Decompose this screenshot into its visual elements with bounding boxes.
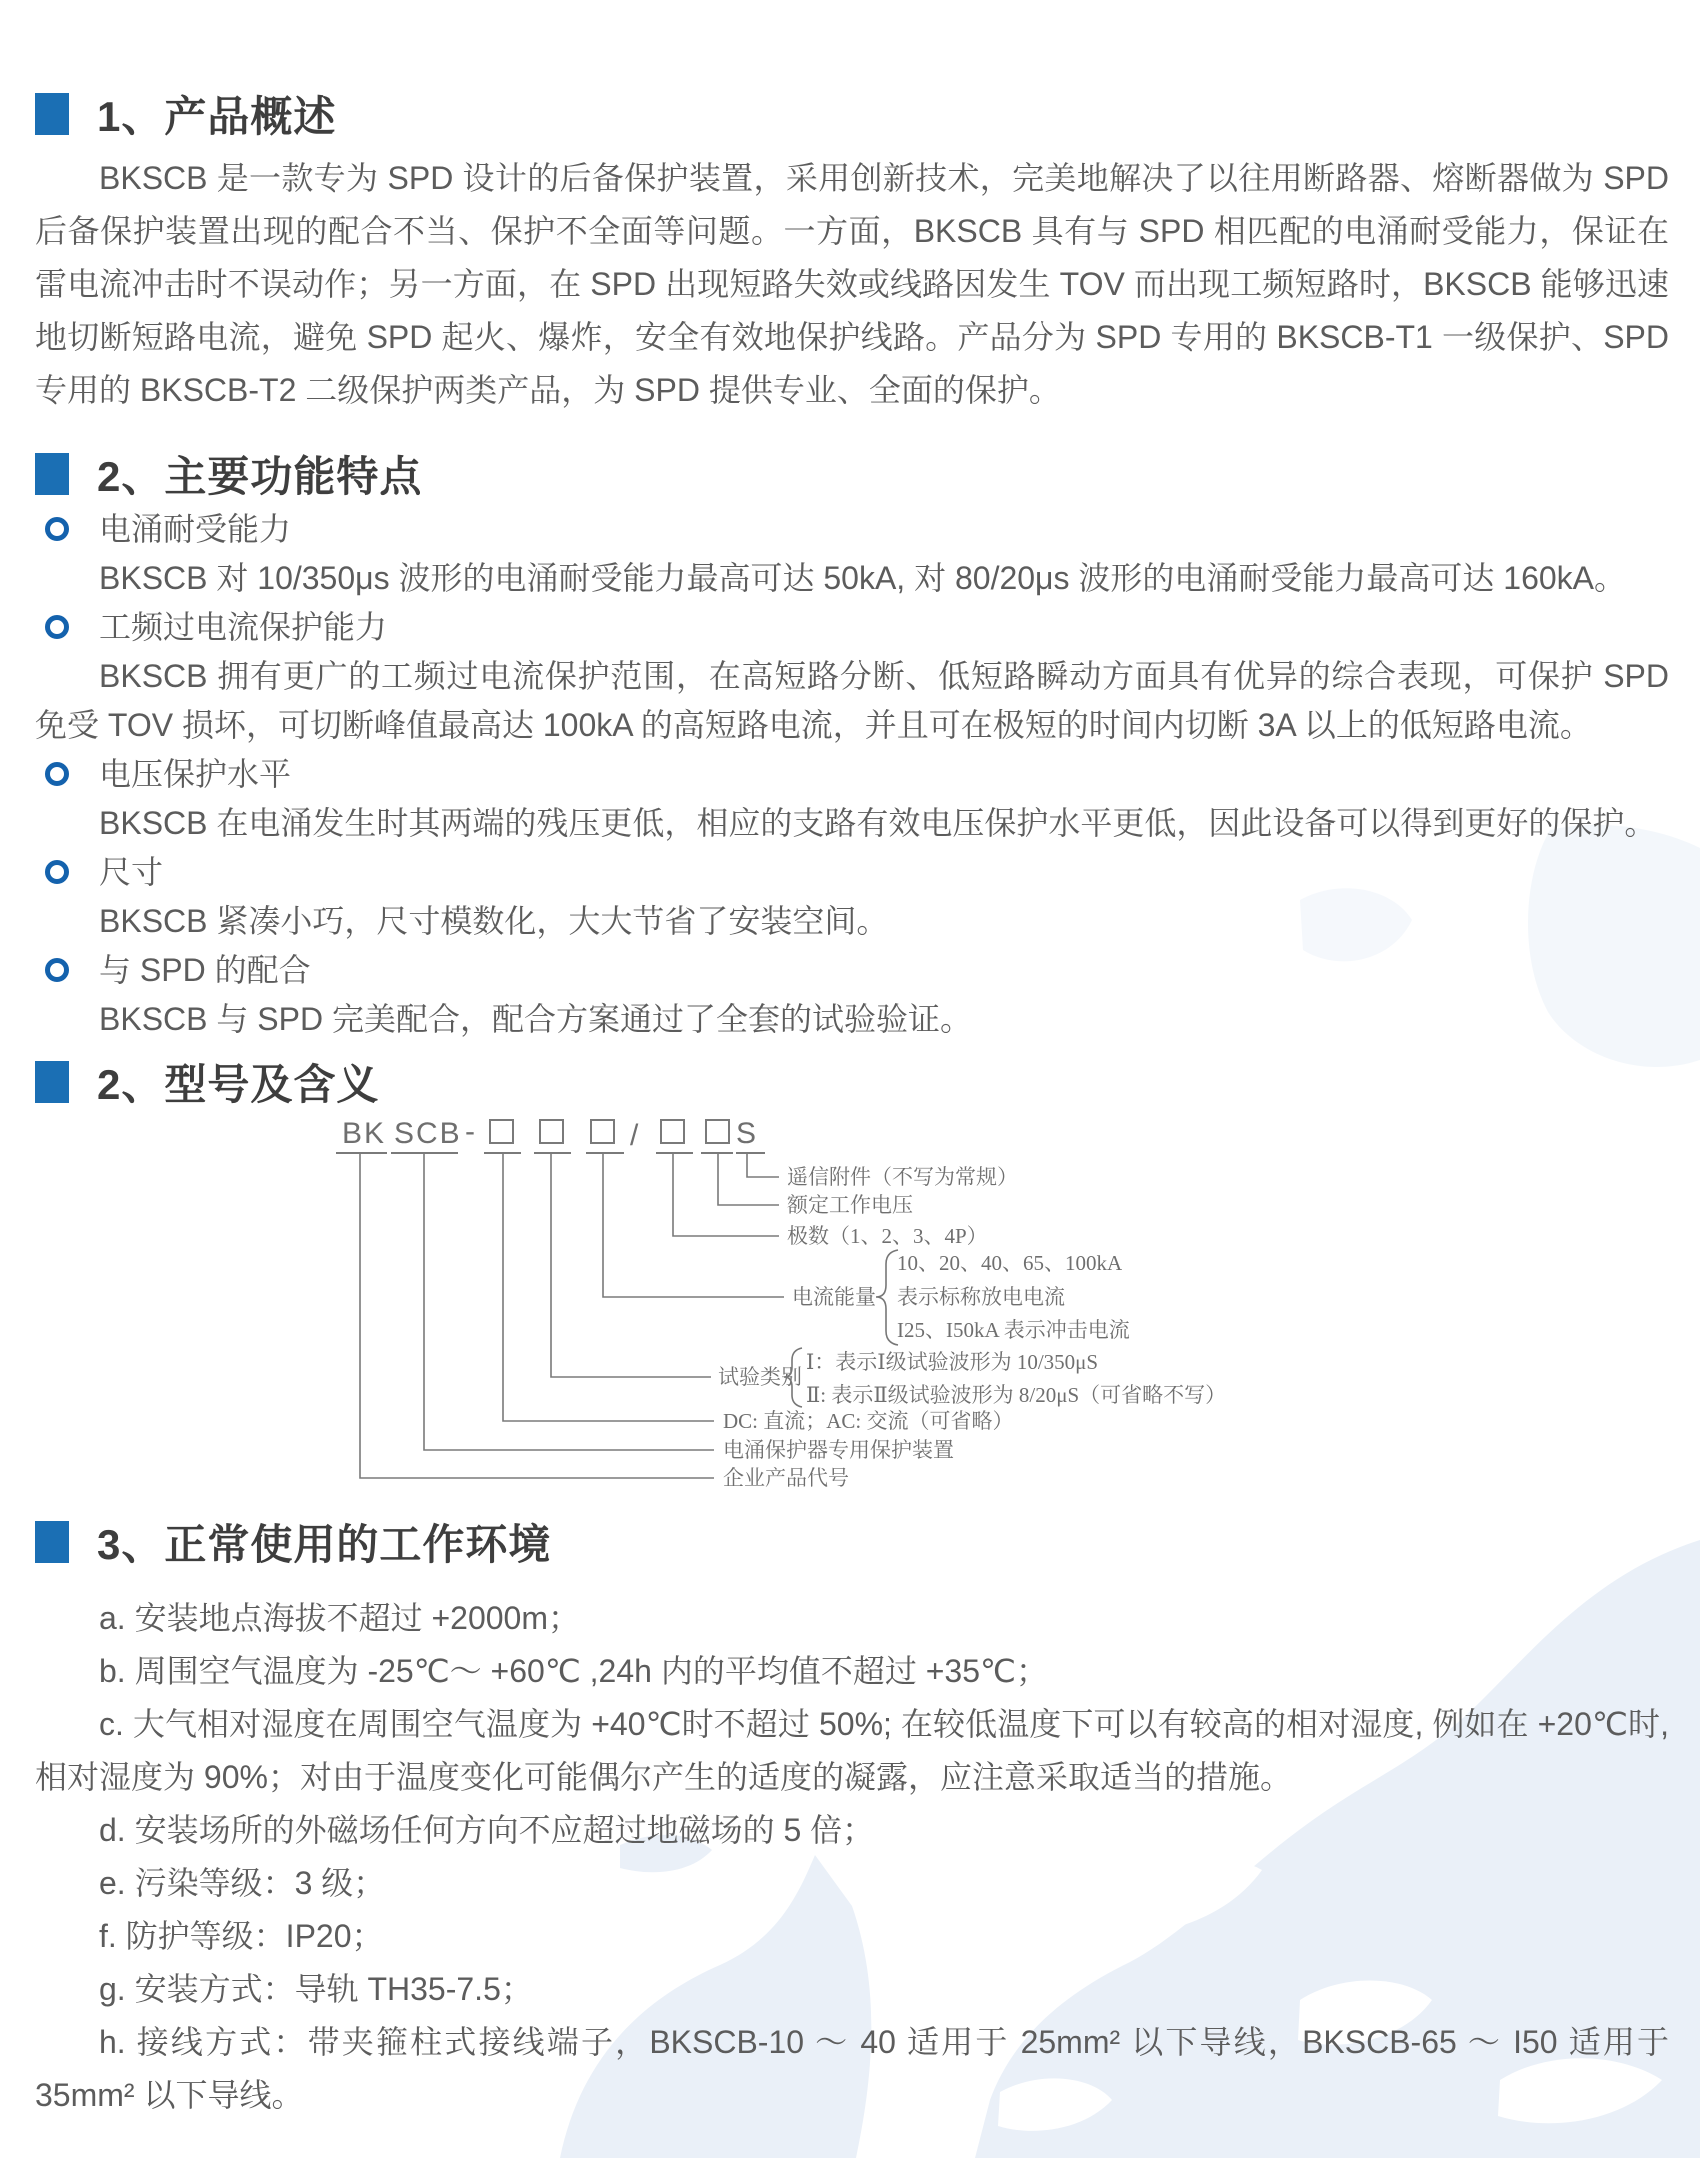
- feature-body: BKSCB 与 SPD 完美配合，配合方案通过了全套的试验验证。: [99, 1001, 972, 1037]
- section-heading-overview: [35, 84, 336, 144]
- brace-line: I25、I50kA 表示冲击电流: [897, 1318, 1130, 1342]
- feature-item: [35, 505, 1669, 603]
- connector-lines: [360, 1153, 784, 1478]
- feature-list: [35, 505, 1669, 1044]
- bullet-circle-icon: [45, 762, 69, 786]
- feature-item: [35, 603, 1669, 750]
- heading-title: 2、主要功能特点: [97, 453, 423, 500]
- brace-line: 10、20、40、65、100kA: [897, 1251, 1123, 1275]
- feature-item: [35, 946, 1669, 1044]
- feature-title: 尺寸: [99, 854, 164, 890]
- heading-title: 2、型号及含义: [97, 1061, 380, 1108]
- feature-body: BKSCB 拥有更广的工频过电流保护范围，在高短路分断、低短路瞬动方面具有优异的综合表现，可保护 SPD 免受 TOV 损坏，可切断峰值最高达 100kA 的高短路电流，并且可在极短的时间内切断 3A 以上的低短路电流。: [35, 658, 1669, 743]
- brace-line: Ⅱ: 表示Ⅱ级试验波形为 8/20μS（可省略不写）: [806, 1383, 1227, 1407]
- feature-title-row: [35, 750, 1669, 799]
- diagram-label-spd-device: 电涌保护器专用保护装置: [723, 1438, 954, 1462]
- env-item-g: g. 安装方式：导轨 TH35-7.5；: [99, 1971, 533, 2007]
- brace-icon: [876, 1250, 898, 1345]
- feature-item: [35, 750, 1669, 848]
- feature-title-row: [35, 603, 1669, 652]
- code-part-scb: SCB: [394, 1117, 462, 1150]
- env-item-h: h. 接线方式：带夹箍柱式接线端子，BKSCB-10 ～ 40 适用于 25mm² 以下导线，BKSCB-65 ～ I50 适用于 35mm² 以下导线。: [35, 2024, 1669, 2113]
- heading-square-icon: [35, 1061, 69, 1103]
- code-suffix-s: S: [736, 1117, 759, 1150]
- bullet-circle-icon: [45, 615, 69, 639]
- bullet-circle-icon: [45, 860, 69, 884]
- feature-title-row: [35, 848, 1669, 897]
- section-heading-environment: [35, 1512, 551, 1572]
- heading-square-icon: [35, 1521, 69, 1563]
- code-placeholder-box: [490, 1120, 513, 1143]
- code-part-bk: BK: [342, 1117, 387, 1150]
- feature-item: [35, 848, 1669, 946]
- code-dash: -: [465, 1115, 477, 1148]
- brace-line: Ⅰ：表示Ⅰ级试验波形为 10/350μS: [806, 1350, 1099, 1374]
- feature-title: 电压保护水平: [99, 756, 292, 792]
- env-item-f: f. 防护等级：IP20；: [99, 1918, 384, 1954]
- feature-title: 电涌耐受能力: [99, 511, 292, 547]
- bullet-circle-icon: [45, 958, 69, 982]
- diagram-label-poles: 极数（1、2、3、4P）: [787, 1224, 988, 1248]
- heading-square-icon: [35, 453, 69, 495]
- feature-title: 与 SPD 的配合: [99, 952, 311, 988]
- feature-title-row: [35, 946, 1669, 995]
- code-placeholder-box: [591, 1120, 614, 1143]
- code-placeholder-box: [706, 1120, 729, 1143]
- environment-list: [35, 1592, 1669, 2122]
- model-code-diagram: [0, 1105, 1700, 1505]
- env-item-c: c. 大气相对湿度在周围空气温度为 +40℃时不超过 50%; 在较低温度下可以有较高的相对湿度, 例如在 +20℃时, 相对湿度为 90%；对由于温度变化可能偶尔产生的适度的凝露，应注意采取适当的措施。: [35, 1706, 1669, 1795]
- code-slash: /: [630, 1119, 641, 1152]
- section-heading-features: [35, 444, 422, 504]
- feature-body: BKSCB 紧凑小巧，尺寸模数化，大大节省了安装空间。: [99, 903, 889, 939]
- diagram-label-current: 电流能量: [792, 1285, 876, 1309]
- heading-title: 1、产品概述: [97, 93, 337, 140]
- section-heading-model: [35, 1052, 379, 1112]
- env-item-a: a. 安装地点海拔不超过 +2000m；: [99, 1600, 581, 1636]
- brace-line: 表示标称放电电流: [897, 1285, 1065, 1309]
- feature-title-row: [35, 505, 1669, 554]
- feature-body: BKSCB 在电涌发生时其两端的残压更低，相应的支路有效电压保护水平更低，因此设备可以得到更好的保护。: [99, 805, 1657, 841]
- diagram-label-test-class: 试验类别: [718, 1365, 802, 1389]
- heading-square-icon: [35, 93, 69, 135]
- code-placeholder-box: [540, 1120, 563, 1143]
- heading-title: 3、正常使用的工作环境: [97, 1521, 552, 1568]
- env-item-e: e. 污染等级：3 级；: [99, 1865, 386, 1901]
- bullet-circle-icon: [45, 517, 69, 541]
- code-placeholder-box: [661, 1120, 684, 1143]
- env-item-b: b. 周围空气温度为 -25℃～ +60℃ ,24h 内的平均值不超过 +35℃；: [99, 1653, 1048, 1689]
- feature-body: BKSCB 对 10/350μs 波形的电涌耐受能力最高可达 50kA, 对 80/20μs 波形的电涌耐受能力最高可达 160kA。: [99, 560, 1627, 596]
- feature-title: 工频过电流保护能力: [99, 609, 388, 645]
- diagram-label-dc-ac: DC: 直流；AC: 交流（可省略）: [723, 1409, 1014, 1433]
- env-item-d: d. 安装场所的外磁场任何方向不应超过地磁场的 5 倍；: [99, 1812, 875, 1848]
- diagram-label-voltage: 额定工作电压: [787, 1193, 913, 1217]
- diagram-label-telemetry: 遥信附件（不写为常规）: [787, 1165, 1018, 1189]
- overview-paragraph: BKSCB 是一款专为 SPD 设计的后备保护装置，采用创新技术，完美地解决了以往用断路器、熔断器做为 SPD 后备保护装置出现的配合不当、保护不全面等问题。一方面，BKSCB 具有与 SPD 相匹配的电涌耐受能力，保证在雷电流冲击时不误动作；另一方面，在 SPD 出现短路失效或线路因发生 TOV 而出现工频短路时，BKSCB 能够迅速地切断短路电流，避免 SPD 起火、爆炸，安全有效地保护线路。产品分为 SPD 专用的 BKSCB-T1 一级保护、SPD 专用的 BKSCB-T2 二级保护两类产品，为 SPD 提供专业、全面的保护。: [35, 160, 1669, 408]
- diagram-label-product-code: 企业产品代号: [723, 1466, 849, 1490]
